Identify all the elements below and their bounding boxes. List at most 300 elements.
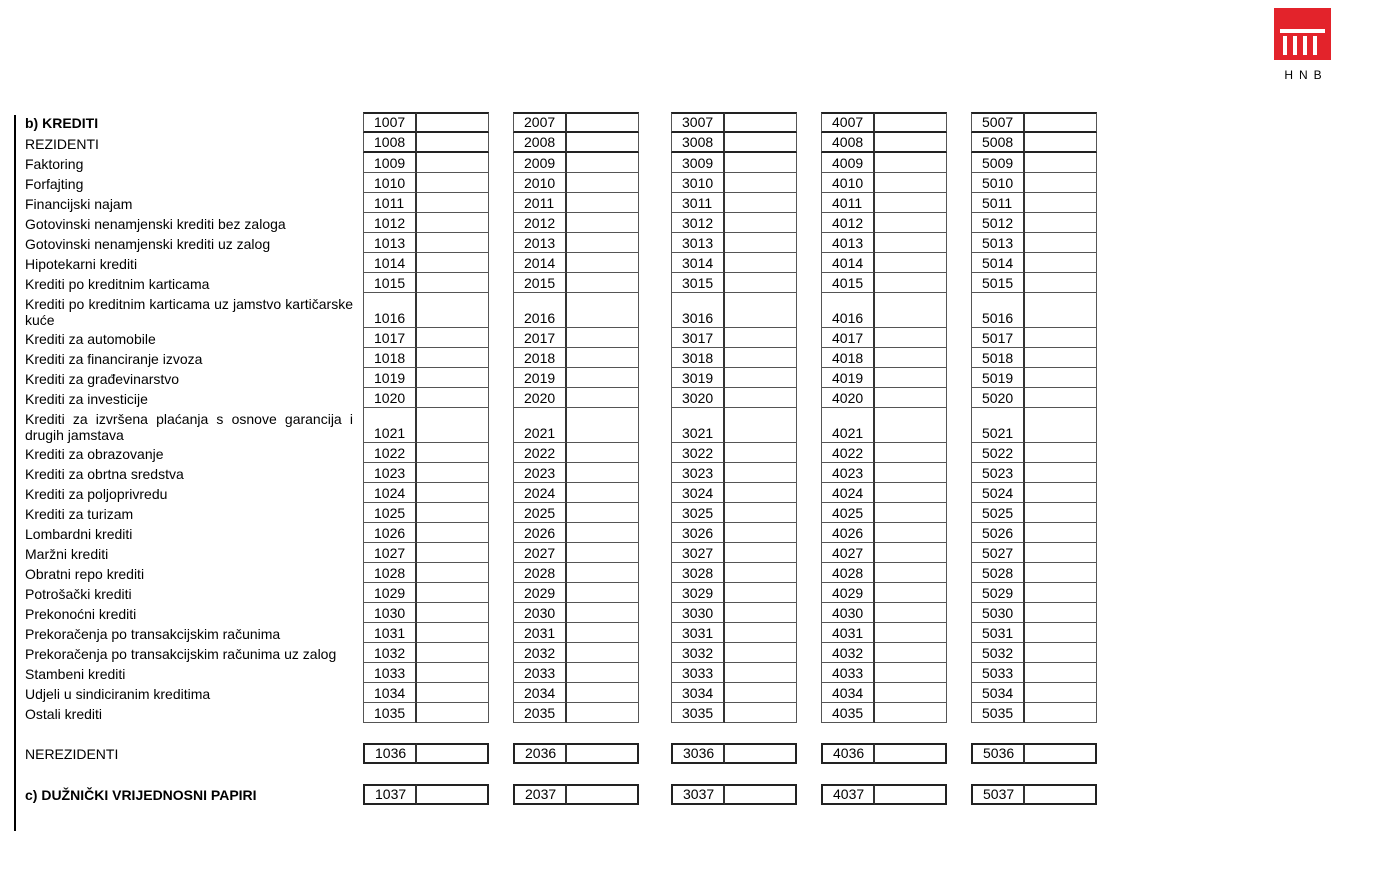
- value-input-cell[interactable]: [417, 623, 489, 643]
- field-code: 2031: [513, 623, 567, 643]
- field-code: 3027: [671, 543, 725, 563]
- value-input-cell[interactable]: [725, 213, 797, 233]
- field-group-3: [671, 368, 797, 388]
- field-group-3: [671, 563, 797, 583]
- field-group-2: [513, 543, 639, 563]
- field-code: 2018: [513, 348, 567, 368]
- value-input-cell[interactable]: [1025, 603, 1097, 623]
- field-group-5: [971, 523, 1097, 543]
- value-input-cell[interactable]: [875, 173, 947, 193]
- value-input-cell[interactable]: [875, 463, 947, 483]
- value-input-cell[interactable]: [567, 523, 639, 543]
- value-input-cell[interactable]: [567, 328, 639, 348]
- field-code: 1014: [363, 253, 417, 273]
- field-code: 1030: [363, 603, 417, 623]
- value-input-cell[interactable]: [725, 408, 797, 443]
- value-input-cell[interactable]: [875, 388, 947, 408]
- field-group-5: [971, 643, 1097, 663]
- value-input-cell[interactable]: [417, 703, 489, 723]
- field-group-3: [671, 623, 797, 643]
- value-input-cell[interactable]: [1025, 563, 1097, 583]
- field-group-5: [971, 408, 1097, 443]
- value-input-cell[interactable]: [725, 543, 797, 563]
- row-label: Ostali krediti: [25, 706, 103, 722]
- value-input-cell[interactable]: [567, 112, 639, 133]
- field-group-2: [513, 368, 639, 388]
- value-input-cell[interactable]: [1025, 153, 1097, 173]
- value-input-cell[interactable]: [725, 273, 797, 293]
- value-input-cell[interactable]: [725, 503, 797, 523]
- value-input-cell[interactable]: [417, 543, 489, 563]
- field-code: 1020: [363, 388, 417, 408]
- value-input-cell[interactable]: [725, 523, 797, 543]
- field-group-3: [671, 153, 797, 173]
- field-code: 3013: [671, 233, 725, 253]
- field-code: 2013: [513, 233, 567, 253]
- value-input-cell[interactable]: [417, 463, 489, 483]
- field-code: 3021: [671, 408, 725, 443]
- field-group-5: [971, 663, 1097, 683]
- value-input-cell[interactable]: [567, 463, 639, 483]
- value-input-cell[interactable]: [567, 233, 639, 253]
- value-input-cell[interactable]: [725, 784, 797, 805]
- value-input-cell[interactable]: [567, 193, 639, 213]
- field-group-1: [363, 583, 489, 603]
- field-group-5: [971, 543, 1097, 563]
- field-code: 1012: [363, 213, 417, 233]
- field-code: 4016: [821, 293, 875, 328]
- field-group-5: [971, 784, 1097, 805]
- value-input-cell[interactable]: [875, 583, 947, 603]
- row-label: Krediti za financiranje izvoza: [25, 351, 203, 367]
- value-input-cell[interactable]: [567, 563, 639, 583]
- field-code: 2025: [513, 503, 567, 523]
- value-input-cell[interactable]: [417, 743, 489, 764]
- value-input-cell[interactable]: [417, 663, 489, 683]
- field-group-4: [821, 563, 947, 583]
- field-group-1: [363, 543, 489, 563]
- value-input-cell[interactable]: [875, 623, 947, 643]
- value-input-cell[interactable]: [417, 293, 489, 328]
- value-input-cell[interactable]: [725, 368, 797, 388]
- field-group-5: [971, 563, 1097, 583]
- table-row: [25, 408, 1097, 443]
- value-input-cell[interactable]: [1025, 743, 1097, 764]
- field-code: 4014: [821, 253, 875, 273]
- field-group-3: [671, 112, 797, 133]
- field-code: 4029: [821, 583, 875, 603]
- value-input-cell[interactable]: [1025, 293, 1097, 328]
- field-group-2: [513, 328, 639, 348]
- value-input-cell[interactable]: [875, 133, 947, 153]
- value-input-cell[interactable]: [417, 784, 489, 805]
- value-input-cell[interactable]: [567, 543, 639, 563]
- field-code: 5028: [971, 563, 1025, 583]
- value-input-cell[interactable]: [875, 213, 947, 233]
- field-code: 3010: [671, 173, 725, 193]
- value-input-cell[interactable]: [1025, 503, 1097, 523]
- table-row: [25, 133, 1097, 153]
- field-group-1: [363, 173, 489, 193]
- value-input-cell[interactable]: [1025, 483, 1097, 503]
- row-label: Krediti za investicije: [25, 391, 148, 407]
- value-input-cell[interactable]: [567, 133, 639, 153]
- value-input-cell[interactable]: [1025, 273, 1097, 293]
- value-input-cell[interactable]: [875, 784, 947, 805]
- field-code: 5034: [971, 683, 1025, 703]
- value-input-cell[interactable]: [567, 663, 639, 683]
- field-group-5: [971, 583, 1097, 603]
- value-input-cell[interactable]: [1025, 388, 1097, 408]
- value-input-cell[interactable]: [417, 388, 489, 408]
- field-code: 3014: [671, 253, 725, 273]
- value-input-cell[interactable]: [417, 603, 489, 623]
- value-input-cell[interactable]: [725, 463, 797, 483]
- field-code: 1037: [363, 784, 417, 805]
- value-input-cell[interactable]: [567, 503, 639, 523]
- field-group-5: [971, 388, 1097, 408]
- field-group-1: [363, 408, 489, 443]
- value-input-cell[interactable]: [417, 253, 489, 273]
- value-input-cell[interactable]: [725, 703, 797, 723]
- field-group-3: [671, 273, 797, 293]
- field-group-1: [363, 503, 489, 523]
- field-code: 5016: [971, 293, 1025, 328]
- table-row: [25, 112, 1097, 133]
- left-margin-rule: [14, 115, 16, 831]
- value-input-cell[interactable]: [567, 153, 639, 173]
- value-input-cell[interactable]: [725, 253, 797, 273]
- field-code: 4036: [821, 743, 875, 764]
- value-input-cell[interactable]: [1025, 233, 1097, 253]
- row-label: Financijski najam: [25, 196, 133, 212]
- value-input-cell[interactable]: [567, 443, 639, 463]
- field-group-3: [671, 703, 797, 723]
- field-group-5: [971, 503, 1097, 523]
- field-code: 4032: [821, 643, 875, 663]
- value-input-cell[interactable]: [567, 348, 639, 368]
- value-input-cell[interactable]: [875, 683, 947, 703]
- value-input-cell[interactable]: [567, 408, 639, 443]
- field-code: 3030: [671, 603, 725, 623]
- value-input-cell[interactable]: [417, 213, 489, 233]
- field-group-3: [671, 503, 797, 523]
- field-group-5: [971, 603, 1097, 623]
- value-input-cell[interactable]: [417, 328, 489, 348]
- value-input-cell[interactable]: [1025, 408, 1097, 443]
- value-input-cell[interactable]: [417, 193, 489, 213]
- value-input-cell[interactable]: [725, 583, 797, 603]
- field-code: 5036: [971, 743, 1025, 764]
- value-input-cell[interactable]: [417, 483, 489, 503]
- value-input-cell[interactable]: [725, 643, 797, 663]
- value-input-cell[interactable]: [875, 483, 947, 503]
- value-input-cell[interactable]: [725, 233, 797, 253]
- field-group-3: [671, 663, 797, 683]
- value-input-cell[interactable]: [1025, 703, 1097, 723]
- value-input-cell[interactable]: [875, 153, 947, 173]
- value-input-cell[interactable]: [875, 563, 947, 583]
- value-input-cell[interactable]: [1025, 463, 1097, 483]
- field-group-2: [513, 153, 639, 173]
- field-group-1: [363, 563, 489, 583]
- value-input-cell[interactable]: [875, 193, 947, 213]
- value-input-cell[interactable]: [875, 543, 947, 563]
- value-input-cell[interactable]: [1025, 328, 1097, 348]
- value-input-cell[interactable]: [567, 583, 639, 603]
- field-group-1: [363, 784, 489, 805]
- table-row: [25, 233, 1097, 253]
- value-input-cell[interactable]: [1025, 543, 1097, 563]
- field-code: 1029: [363, 583, 417, 603]
- row-label: Krediti za obrazovanje: [25, 446, 164, 462]
- field-code: 4017: [821, 328, 875, 348]
- value-input-cell[interactable]: [725, 743, 797, 764]
- value-input-cell[interactable]: [417, 503, 489, 523]
- field-group-2: [513, 408, 639, 443]
- field-code: 5013: [971, 233, 1025, 253]
- value-input-cell[interactable]: [1025, 683, 1097, 703]
- field-group-1: [363, 663, 489, 683]
- table-row: [25, 253, 1097, 273]
- field-group-3: [671, 463, 797, 483]
- value-input-cell[interactable]: [1025, 133, 1097, 153]
- value-input-cell[interactable]: [875, 233, 947, 253]
- field-group-2: [513, 273, 639, 293]
- value-input-cell[interactable]: [417, 443, 489, 463]
- field-code: 3007: [671, 112, 725, 133]
- value-input-cell[interactable]: [567, 623, 639, 643]
- value-input-cell[interactable]: [725, 293, 797, 328]
- field-group-4: [821, 743, 947, 764]
- value-input-cell[interactable]: [567, 603, 639, 623]
- value-input-cell[interactable]: [567, 784, 639, 805]
- value-input-cell[interactable]: [875, 368, 947, 388]
- value-input-cell[interactable]: [875, 443, 947, 463]
- field-code: 1008: [363, 133, 417, 153]
- value-input-cell[interactable]: [725, 563, 797, 583]
- field-group-3: [671, 328, 797, 348]
- value-input-cell[interactable]: [725, 483, 797, 503]
- value-input-cell[interactable]: [725, 193, 797, 213]
- field-group-5: [971, 193, 1097, 213]
- field-group-3: [671, 233, 797, 253]
- value-input-cell[interactable]: [1025, 348, 1097, 368]
- value-input-cell[interactable]: [725, 348, 797, 368]
- field-code: 4024: [821, 483, 875, 503]
- value-input-cell[interactable]: [567, 483, 639, 503]
- field-code: 2015: [513, 273, 567, 293]
- field-group-1: [363, 368, 489, 388]
- field-group-2: [513, 173, 639, 193]
- field-code: 3037: [671, 784, 725, 805]
- value-input-cell[interactable]: [875, 523, 947, 543]
- value-input-cell[interactable]: [725, 603, 797, 623]
- row-label: Krediti za građevinarstvo: [25, 371, 180, 387]
- value-input-cell[interactable]: [1025, 583, 1097, 603]
- value-input-cell[interactable]: [567, 388, 639, 408]
- value-input-cell[interactable]: [725, 683, 797, 703]
- value-input-cell[interactable]: [417, 233, 489, 253]
- row-label: Forfajting: [25, 176, 84, 192]
- value-input-cell[interactable]: [875, 703, 947, 723]
- field-code: 2008: [513, 133, 567, 153]
- field-code: 5011: [971, 193, 1025, 213]
- value-input-cell[interactable]: [567, 173, 639, 193]
- value-input-cell[interactable]: [1025, 173, 1097, 193]
- value-input-cell[interactable]: [417, 523, 489, 543]
- table-row: [25, 703, 1097, 723]
- value-input-cell[interactable]: [875, 112, 947, 133]
- value-input-cell[interactable]: [1025, 784, 1097, 805]
- value-input-cell[interactable]: [875, 253, 947, 273]
- field-group-2: [513, 663, 639, 683]
- field-code: 1032: [363, 643, 417, 663]
- field-group-3: [671, 683, 797, 703]
- value-input-cell[interactable]: [417, 348, 489, 368]
- value-input-cell[interactable]: [567, 643, 639, 663]
- field-code: 4007: [821, 112, 875, 133]
- value-input-cell[interactable]: [567, 743, 639, 764]
- value-input-cell[interactable]: [1025, 193, 1097, 213]
- value-input-cell[interactable]: [1025, 213, 1097, 233]
- value-input-cell[interactable]: [417, 643, 489, 663]
- value-input-cell[interactable]: [567, 253, 639, 273]
- value-input-cell[interactable]: [567, 273, 639, 293]
- table-row: [25, 153, 1097, 173]
- value-input-cell[interactable]: [417, 153, 489, 173]
- value-input-cell[interactable]: [725, 328, 797, 348]
- field-code: 2007: [513, 112, 567, 133]
- field-code: 4037: [821, 784, 875, 805]
- field-code: 4012: [821, 213, 875, 233]
- field-group-5: [971, 153, 1097, 173]
- field-code: 4009: [821, 153, 875, 173]
- field-group-1: [363, 273, 489, 293]
- value-input-cell[interactable]: [875, 408, 947, 443]
- value-input-cell[interactable]: [1025, 523, 1097, 543]
- value-input-cell[interactable]: [875, 603, 947, 623]
- value-input-cell[interactable]: [725, 153, 797, 173]
- value-input-cell[interactable]: [725, 443, 797, 463]
- value-input-cell[interactable]: [875, 743, 947, 764]
- value-input-cell[interactable]: [875, 663, 947, 683]
- field-code: 1017: [363, 328, 417, 348]
- row-label: b) KREDITI: [25, 115, 99, 131]
- value-input-cell[interactable]: [567, 293, 639, 328]
- table-row: [25, 368, 1097, 388]
- table-row: [25, 273, 1097, 293]
- field-group-4: [821, 483, 947, 503]
- field-code: 2010: [513, 173, 567, 193]
- table-row: [25, 173, 1097, 193]
- value-input-cell[interactable]: [875, 503, 947, 523]
- value-input-cell[interactable]: [725, 623, 797, 643]
- field-code: 5023: [971, 463, 1025, 483]
- value-input-cell[interactable]: [567, 368, 639, 388]
- field-code: 5037: [971, 784, 1025, 805]
- value-input-cell[interactable]: [875, 293, 947, 328]
- value-input-cell[interactable]: [567, 213, 639, 233]
- field-group-4: [821, 408, 947, 443]
- field-code: 5009: [971, 153, 1025, 173]
- value-input-cell[interactable]: [417, 368, 489, 388]
- value-input-cell[interactable]: [417, 583, 489, 603]
- field-code: 5007: [971, 112, 1025, 133]
- field-group-4: [821, 368, 947, 388]
- value-input-cell[interactable]: [417, 683, 489, 703]
- field-group-5: [971, 463, 1097, 483]
- value-input-cell[interactable]: [875, 348, 947, 368]
- field-code: 3031: [671, 623, 725, 643]
- field-code: 2021: [513, 408, 567, 443]
- field-group-2: [513, 683, 639, 703]
- field-group-4: [821, 623, 947, 643]
- field-group-5: [971, 703, 1097, 723]
- field-code: 1031: [363, 623, 417, 643]
- value-input-cell[interactable]: [417, 133, 489, 153]
- value-input-cell[interactable]: [417, 563, 489, 583]
- field-code: 3026: [671, 523, 725, 543]
- value-input-cell[interactable]: [725, 173, 797, 193]
- value-input-cell[interactable]: [725, 388, 797, 408]
- field-group-5: [971, 348, 1097, 368]
- field-group-1: [363, 213, 489, 233]
- value-input-cell[interactable]: [567, 703, 639, 723]
- value-input-cell[interactable]: [875, 643, 947, 663]
- field-code: 4025: [821, 503, 875, 523]
- value-input-cell[interactable]: [417, 173, 489, 193]
- table-row: [25, 563, 1097, 583]
- value-input-cell[interactable]: [417, 112, 489, 133]
- row-label: Faktoring: [25, 156, 84, 172]
- hnb-logo-mark: [1274, 8, 1331, 60]
- field-group-3: [671, 348, 797, 368]
- value-input-cell[interactable]: [725, 663, 797, 683]
- row-label: Lombardni krediti: [25, 526, 133, 542]
- field-group-4: [821, 784, 947, 805]
- value-input-cell[interactable]: [417, 273, 489, 293]
- value-input-cell[interactable]: [1025, 112, 1097, 133]
- field-code: 3034: [671, 683, 725, 703]
- field-group-4: [821, 153, 947, 173]
- field-group-3: [671, 388, 797, 408]
- value-input-cell[interactable]: [875, 328, 947, 348]
- value-input-cell[interactable]: [1025, 643, 1097, 663]
- field-code: 5025: [971, 503, 1025, 523]
- field-group-5: [971, 273, 1097, 293]
- field-group-3: [671, 784, 797, 805]
- value-input-cell[interactable]: [1025, 623, 1097, 643]
- field-group-4: [821, 683, 947, 703]
- value-input-cell[interactable]: [1025, 368, 1097, 388]
- value-input-cell[interactable]: [1025, 663, 1097, 683]
- value-input-cell[interactable]: [1025, 443, 1097, 463]
- value-input-cell[interactable]: [567, 683, 639, 703]
- field-code: 1023: [363, 463, 417, 483]
- value-input-cell[interactable]: [875, 273, 947, 293]
- field-group-4: [821, 583, 947, 603]
- field-group-4: [821, 443, 947, 463]
- value-input-cell[interactable]: [725, 112, 797, 133]
- value-input-cell[interactable]: [1025, 253, 1097, 273]
- field-group-2: [513, 253, 639, 273]
- field-code: 2034: [513, 683, 567, 703]
- value-input-cell[interactable]: [417, 408, 489, 443]
- value-input-cell[interactable]: [725, 133, 797, 153]
- table-row: [25, 503, 1097, 523]
- table-row: [25, 348, 1097, 368]
